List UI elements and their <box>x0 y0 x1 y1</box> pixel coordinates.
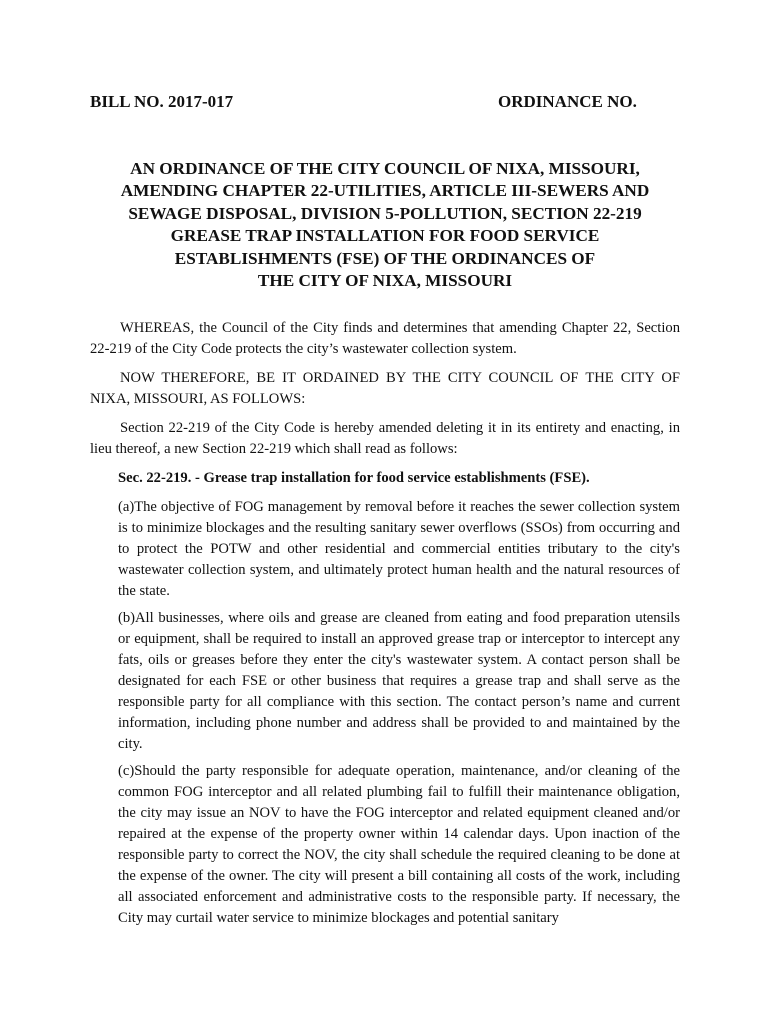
ordinance-title <box>80 158 690 292</box>
preamble <box>90 318 680 468</box>
section-22-219 <box>118 468 680 935</box>
subsection-a: (a)The objective of FOG management by removal before it reaches the sewer collection system is to minimize blockages and the resulting sanitary sewer overflows (SSOs) from occurring and to protect the POTW and other residential and commercial entities tributary to the city's wastewater collection system, and ultimately protect human health and the natural resources of the state. <box>118 499 680 599</box>
whereas-paragraph: WHEREAS, the Council of the City finds and determines that amending Chapter 22, Section 22-219 of the City Code protects the city’s wastewater collection system. <box>90 320 680 357</box>
bill-number: BILL NO. 2017-017 <box>90 92 234 111</box>
title-line: ESTABLISHMENTS (FSE) OF THE ORDINANCES OF <box>174 248 596 268</box>
title-line: THE CITY OF NIXA, MISSOURI <box>257 271 513 291</box>
subsection-b: (b)All businesses, where oils and grease are cleaned from eating and food preparation utensils or equipment, shall be required to install an approved grease trap or interceptor to intercept any fats, oils or greases before they enter the city's wastewater system. A contact person shall be designated for each FSE or other business that requires a grease trap and shall serve as the responsible party for all compliance with this section. The contact person’s name and current information, including phone number and address shall be provided to and maintained by the city. <box>118 610 680 752</box>
title-line: AN ORDINANCE OF THE CITY COUNCIL OF NIXA, MISSOURI, <box>130 159 640 178</box>
title-line: GREASE TRAP INSTALLATION FOR FOOD SERVICE <box>170 226 600 246</box>
now-therefore-paragraph: NOW THEREFORE, BE IT ORDAINED BY THE CITY COUNCIL OF THE CITY OF NIXA, MISSOURI, AS FOLLOWS: <box>90 370 680 407</box>
subsection-c: (c)Should the party responsible for adequate operation, maintenance, and/or cleaning of the common FOG interceptor and all related plumbing fail to fulfill their maintenance obligation, the city may issue an NOV to have the FOG interceptor and related equipment cleaned and/or repaired at the expense of the property owner within 14 calendar days. Upon inaction of the responsible party to correct the NOV, the city shall schedule the required cleaning to be done at the expense of the owner. The city will present a bill containing all costs of the work, including all associated enforcement and administrative costs to the responsible party. If necessary, the City may curtail water service to minimize blockages and potential sanitary <box>118 763 680 926</box>
section-amend-paragraph: Section 22-219 of the City Code is hereby amended deleting it in its entirety and enacting, in lieu thereof, a new Section 22-219 which shall read as follows: <box>90 420 680 457</box>
title-line: AMENDING CHAPTER 22-UTILITIES, ARTICLE III-SEWERS AND <box>120 181 650 201</box>
ordinance-number: ORDINANCE NO. <box>498 92 637 111</box>
title-line: SEWAGE DISPOSAL, DIVISION 5-POLLUTION, SECTION 22-219 <box>128 203 642 223</box>
section-heading: Sec. 22-219. - Grease trap installation for food service establishments (FSE). <box>118 470 590 486</box>
